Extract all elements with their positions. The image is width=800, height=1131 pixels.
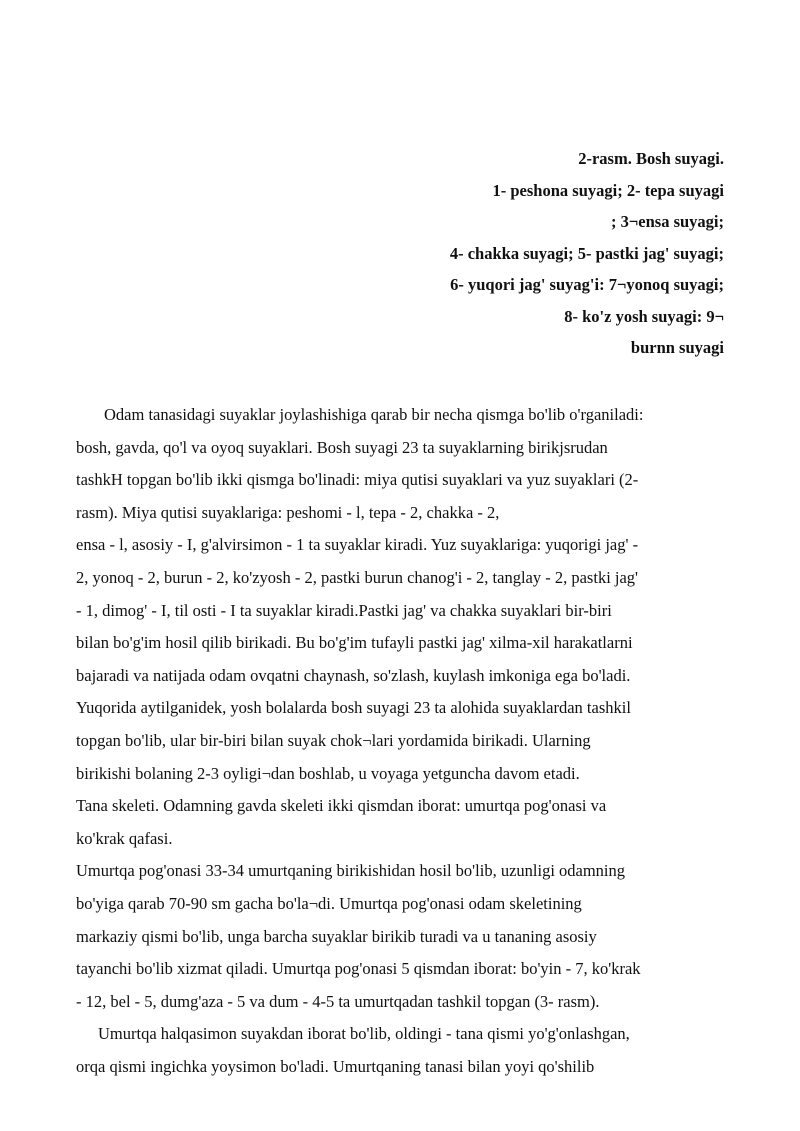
text-line: bo'yiga qarab 70-90 sm gacha bo'la¬di. Umurtqa pog'onasi odam skeletining bbox=[76, 893, 582, 913]
text-line: bosh, gavda, qo'l va oyoq suyaklari. Bosh suyagi 23 ta suyaklarning birikjsrudan bbox=[76, 437, 608, 457]
caption-line: ; 3¬ensa suyagi; bbox=[611, 212, 724, 231]
text-line: birikishi bolaning 2-3 oyligi¬dan boshlab, u voyaga yetguncha davom etadi. bbox=[76, 763, 580, 783]
text-line: topgan bo'lib, ular bir-biri bilan suyak chok¬lari yordamida birikadi. Ularning bbox=[76, 730, 591, 750]
text-line: ensa - l, asosiy - I, g'alvirsimon - 1 ta suyaklar kiradi. Yuz suyaklariga: yuqorigi jag' - bbox=[76, 535, 639, 555]
text-line: - 1, dimog' - I, til osti - I ta suyaklar kiradi.Pastki jag' va chakka suyaklari bir-biri bbox=[76, 600, 612, 620]
text-line: - 12, bel - 5, dumg'aza - 5 va dum - 4-5 ta umurtqadan tashkil topgan (3- rasm). bbox=[76, 991, 600, 1011]
text-line: markaziy qismi bo'lib, unga barcha suyaklar birikib turadi va u tananing asosiy bbox=[76, 926, 597, 946]
text-line: bajaradi va natijada odam ovqatni chaynash, so'zlash, kuylash imkoniga ega bo'ladi. bbox=[76, 665, 631, 685]
caption-line: 6- yuqori jag' suyag'i: 7¬yonoq suyagi; bbox=[450, 275, 724, 294]
text-line: 2, yonoq - 2, burun - 2, ko'zyosh - 2, pastki burun chanog'i - 2, tanglay - 2, pastki jag' bbox=[76, 567, 639, 587]
body-text bbox=[76, 399, 736, 1083]
text-line: orqa qismi ingichka yoysimon bo'ladi. Umurtqaning tanasi bilan yoyi qo'shilib bbox=[76, 1056, 595, 1076]
caption-line: 2-rasm. Bosh suyagi. bbox=[578, 149, 724, 168]
text-line: Umurtqa halqasimon suyakdan iborat bo'lib, oldingi - tana qismi yo'g'onlashgan, bbox=[98, 1024, 630, 1044]
text-line: Yuqorida aytilganidek, yosh bolalarda bosh suyagi 23 ta alohida suyaklardan tashkil bbox=[76, 698, 631, 718]
text-line: tayanchi bo'lib xizmat qiladi. Umurtqa pog'onasi 5 qismdan iborat: bo'yin - 7, ko'krak bbox=[76, 959, 641, 979]
text-line: rasm). Miya qutisi suyaklariga: peshomi - l, tepa - 2, chakka - 2, bbox=[76, 502, 500, 522]
caption-line: 8- ko'z yosh suyagi: 9¬ bbox=[564, 306, 724, 326]
text-line: ko'krak qafasi. bbox=[76, 828, 173, 848]
text-line: tashkH topgan bo'lib ikki qismga bo'linadi: miya qutisi suyaklari va yuz suyaklari (2- bbox=[76, 470, 639, 490]
text-line: bilan bo'g'im hosil qilib birikadi. Bu bo'g'im tufayli pastki jag' xilma-xil harakatlarni bbox=[76, 633, 633, 653]
caption-line: 4- chakka suyagi; 5- pastki jag' suyagi; bbox=[449, 243, 724, 263]
caption-line: 1- peshona suyagi; 2- tepa suyagi bbox=[492, 180, 724, 200]
text-line: Tana skeleti. Odamning gavda skeleti ikki qismdan iborat: umurtqa pog'onasi va bbox=[76, 796, 607, 816]
text-line: Odam tanasidagi suyaklar joylashishiga qarab bir necha qismga bo'lib o'rganiladi: bbox=[104, 405, 644, 424]
caption-line: burnn suyagi bbox=[630, 338, 724, 357]
text-line: Umurtqa pog'onasi 33-34 umurtqaning birikishidan hosil bo'lib, uzunligi odamning bbox=[76, 861, 626, 881]
figure-caption bbox=[204, 143, 724, 364]
